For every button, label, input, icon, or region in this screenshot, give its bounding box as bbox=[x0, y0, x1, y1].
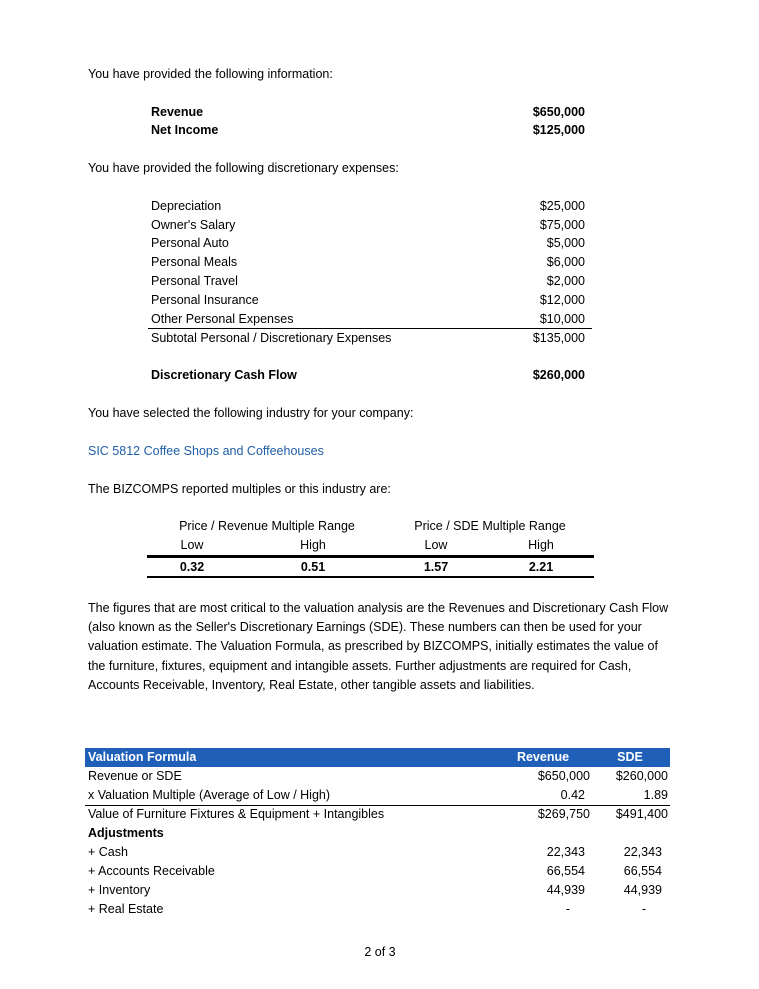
page-number: 2 of 3 bbox=[364, 945, 396, 959]
table-row-revenue: $269,750 bbox=[537, 807, 590, 821]
multiples-top-rule bbox=[147, 555, 594, 558]
revenue-value: $650,000 bbox=[532, 105, 585, 119]
sde-low-value: 1.57 bbox=[423, 560, 449, 574]
rev-high-value: 0.51 bbox=[300, 560, 326, 574]
valuation-title: Valuation Formula bbox=[88, 750, 197, 764]
expense-value: $5,000 bbox=[546, 236, 585, 250]
rev-low-header: Low bbox=[180, 538, 204, 552]
revenue-column-header: Revenue bbox=[516, 750, 570, 764]
sde-high-header: High bbox=[528, 538, 554, 552]
table-row-revenue: 0.42 bbox=[560, 788, 585, 802]
rev-low-value: 0.32 bbox=[179, 560, 205, 574]
intro-text: You have provided the following information: bbox=[88, 67, 333, 81]
table-row-sde: $491,400 bbox=[615, 807, 668, 821]
expense-value: $6,000 bbox=[546, 255, 585, 269]
subtotal-label: Subtotal Personal / Discretionary Expenses bbox=[151, 331, 392, 345]
table-row-label: + Inventory bbox=[88, 883, 151, 897]
sde-low-header: Low bbox=[424, 538, 448, 552]
expense-label: Personal Insurance bbox=[151, 293, 259, 307]
subtotal-value: $135,000 bbox=[532, 331, 585, 345]
expense-label: Owner's Salary bbox=[151, 218, 236, 232]
revenue-label: Revenue bbox=[151, 105, 204, 119]
valuation-divider bbox=[85, 805, 670, 806]
expense-label: Personal Travel bbox=[151, 274, 238, 288]
table-row-revenue: - bbox=[565, 902, 570, 916]
table-row-label: x Valuation Multiple (Average of Low / High) bbox=[88, 788, 331, 802]
dcf-label: Discretionary Cash Flow bbox=[151, 368, 297, 382]
expense-value: $2,000 bbox=[546, 274, 585, 288]
sde-column-header: SDE bbox=[617, 750, 643, 764]
table-row-revenue: $650,000 bbox=[537, 769, 590, 783]
table-row-sde: - bbox=[641, 902, 646, 916]
adjustments-label: Adjustments bbox=[88, 826, 164, 840]
table-row-sde: 66,554 bbox=[623, 864, 662, 878]
table-row-revenue: 66,554 bbox=[546, 864, 585, 878]
net-income-value: $125,000 bbox=[532, 123, 585, 137]
dcf-value: $260,000 bbox=[532, 368, 585, 382]
table-row-label: Value of Furniture Fixtures & Equipment + Intangibles bbox=[88, 807, 385, 821]
multiples-bottom-rule bbox=[147, 576, 594, 578]
expense-value: $12,000 bbox=[539, 293, 585, 307]
expense-value: $25,000 bbox=[539, 199, 585, 213]
table-row-label: Revenue or SDE bbox=[88, 769, 182, 783]
rev-high-header: High bbox=[300, 538, 326, 552]
subtotal-divider bbox=[148, 328, 592, 329]
table-row-sde: 1.89 bbox=[643, 788, 668, 802]
table-row-label: + Real Estate bbox=[88, 902, 164, 916]
table-row-sde: 44,939 bbox=[623, 883, 662, 897]
table-row-label: + Accounts Receivable bbox=[88, 864, 215, 878]
multiples-intro: The BIZCOMPS reported multiples or this industry are: bbox=[88, 482, 391, 496]
sde-high-value: 2.21 bbox=[528, 560, 554, 574]
sde-multiple-header: Price / SDE Multiple Range bbox=[414, 519, 566, 533]
table-row-label: + Cash bbox=[88, 845, 128, 859]
industry-name: SIC 5812 Coffee Shops and Coffeehouses bbox=[88, 444, 324, 458]
expense-label: Personal Auto bbox=[151, 236, 229, 250]
table-row-sde: 22,343 bbox=[623, 845, 662, 859]
expense-value: $75,000 bbox=[539, 218, 585, 232]
rev-multiple-header: Price / Revenue Multiple Range bbox=[179, 519, 355, 533]
net-income-label: Net Income bbox=[151, 123, 219, 137]
explanation-paragraph: The figures that are most critical to the valuation analysis are the Revenues and Discretionary Cash Flow (also known as the Seller's Discretionary Earnings (SDE). These numbers can then be used for your valuation estimate. The Valuation Formula, as prescribed by BIZCOMPS, initially estimates the value of the furniture, fixtures, equipment and intangible assets. Further adjustments are required for Cash, Accounts Receivable, Inventory, Real Estate, other tangible assets and liabilities. bbox=[88, 601, 669, 692]
discretionary-intro: You have provided the following discretionary expenses: bbox=[88, 161, 399, 175]
valuation-header bbox=[85, 748, 670, 767]
table-row-revenue: 44,939 bbox=[546, 883, 585, 897]
expense-value: $10,000 bbox=[539, 312, 585, 326]
expense-label: Other Personal Expenses bbox=[151, 312, 294, 326]
industry-intro: You have selected the following industry for your company: bbox=[88, 406, 414, 420]
table-row-revenue: 22,343 bbox=[546, 845, 585, 859]
expense-label: Personal Meals bbox=[151, 255, 238, 269]
expense-label: Depreciation bbox=[151, 199, 222, 213]
table-row-sde: $260,000 bbox=[615, 769, 668, 783]
